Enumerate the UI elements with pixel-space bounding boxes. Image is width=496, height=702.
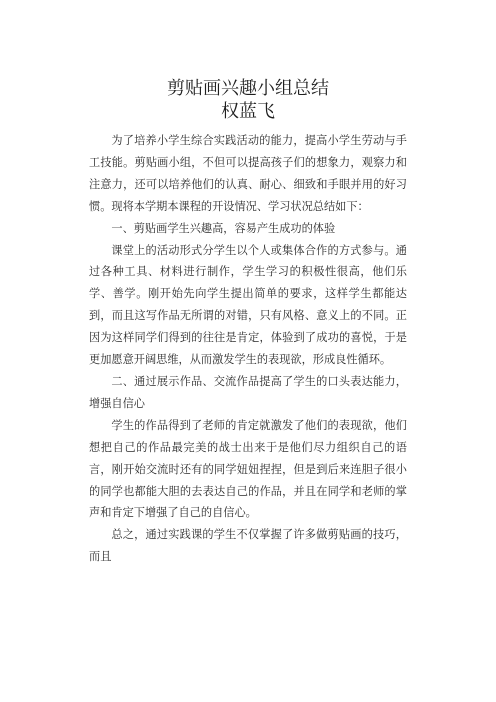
- document-body: [89, 130, 407, 568]
- section-paragraph-1: 课堂上的活动形式分学生以个人或集体合作的方式参与。通过各种工具、材料进行制作，学生学习的积极性很高，他们乐学、善学。刚开始先向学生提出简单的要求，这样学生都能达到，而且这写作品无所谓的对错，只有风格、意义上的不同。正因为这样同学们得到的往往是肯定，体验到了成功的喜悦，于是更加愿意开阔思维，从而激发学生的表现欲，形成良性循环。: [89, 243, 407, 367]
- document-title: 剪贴画兴趣小组总结: [167, 78, 329, 99]
- section-paragraph-2: 学生的作品得到了老师的肯定就激发了他们的表现欲，他们想把自己的作品最完美的战士出来于是他们尽力组织自己的语言，刚开始交流时还有的同学妞妞捏捏，但是到后来连胆子很小的同学也都能大胆的去表达自己的作品，并且在同学和老师的掌声和肯定下增强了自己的自信心。: [89, 418, 407, 520]
- section-heading-1: 一、剪贴画学生兴趣高，容易产生成功的体验: [111, 221, 336, 235]
- document-author: 权蓝飞: [221, 101, 275, 122]
- intro-paragraph: 为了培养小学生综合实践活动的能力，提高小学生劳动与手工技能。剪贴画小组，不但可以提高孩子们的想象力，观察力和注意力，还可以培养他们的认真、耐心、细致和手眼并用的好习惯。现将本学期本课程的开设情况、学习状况总结如下：: [89, 134, 407, 213]
- section-heading-2: 二、通过展示作品、交流作品提高了学生的口头表达能力，增强自信心: [89, 374, 407, 410]
- conclusion-paragraph: 总之，通过实践课的学生不仅掌握了许多做剪贴画的技巧，而且: [89, 528, 407, 564]
